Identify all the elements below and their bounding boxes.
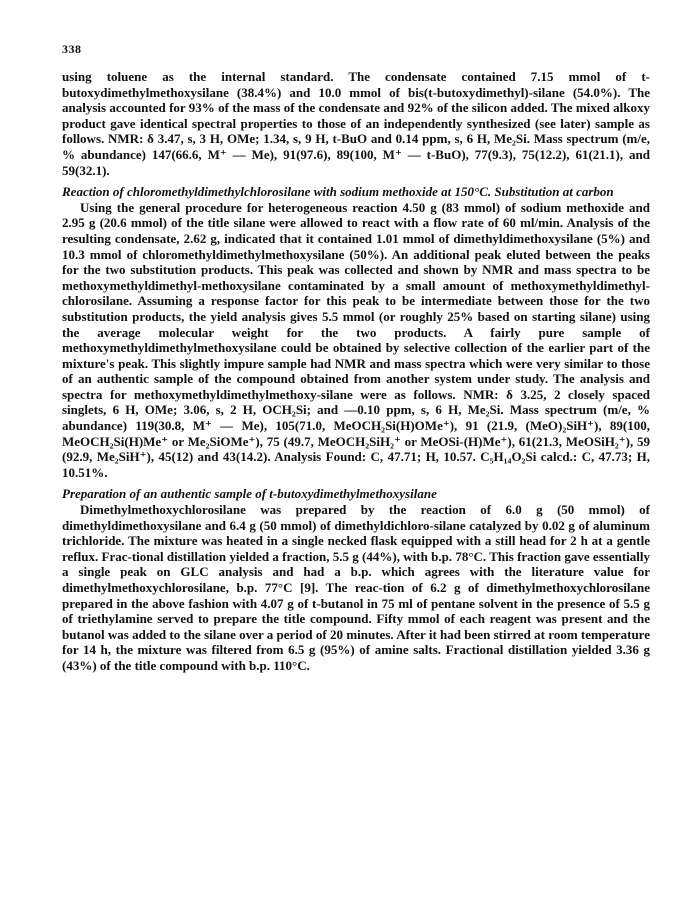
body-text: [62, 69, 650, 674]
paragraph-substitution-at-carbon: Using the general procedure for heterogeneous reaction 4.50 g (83 mmol) of sodium methoxide and 2.95 g (20.6 mmol) of the title silane were allowed to react with a flow rate of 60 ml/min. Analysis of the resulting condensate, 2.62 g, indicated that it contained 1.01 mmol of dimethyldimethoxysilane (5%) and 10.3 mmol of chloromethyldimethylmethoxysilane (50%). An additional peak eluted between the peaks for the two substitution products. This peak was collected and shown by NMR and mass spectra to be methoxymethyldimethyl-methoxysilane contaminated by a small amount of methoxymethyldimethyl-chlorosilane. Assuming a response factor for this peak to be intermediate between those for the two substitution products, the yield analysis gives 5.5 mmol (or roughly 25% based on starting silane) using the average molecular weight for the two products. A fairly pure sample of methoxymethyldimethylmethoxysilane could be obtained by selective collection of the earlier part of the mixture's peak. This slightly impure sample had NMR and mass spectra which were very similar to those of an authentic sample of the compound obtained from another system under study. The analysis and spectra for methoxymethyldimethylmethoxy-silane were as follows. NMR: δ 3.25, 2 closely spaced singlets, 6 H, OMe; 3.06, s, 2 H, OCH₂Si; and —0.10 ppm, s, 6 H, Me₂Si. Mass spectrum (m/e, % abundance) 119(30.8, M⁺ — Me), 105(71.0, MeOCH₂Si(H)OMe⁺), 91 (21.9, (MeO)₂SiH⁺), 89(100, MeOCH₂Si(H)Me⁺ or Me₂SiOMe⁺), 75 (49.7, MeOCH₂SiH₂⁺ or MeOSi-(H)Me⁺), 61(21.3, MeOSiH₂⁺), 59 (92.9, Me₂SiH⁺), 45(12) and 43(14.2). Analysis Found: C, 47.71; H, 10.57. C₅H₁₄O₂Si calcd.: C, 47.73; H, 10.51%.: [62, 199, 650, 480]
paragraph-continuation: using toluene as the internal standard. The condensate contained 7.15 mmol of t-butoxydimethylmethoxysilane (38.4%) and 10.0 mmol of bis(t-butoxydimethyl)-silane (54.0%). The analysis accounted for 93% of the mass of the condensate and 92% of the silicon added. The mixed alkoxy product gave identical spectral properties to those of an independently synthesized (see later) sample as follows. NMR: δ 3.47, s, 3 H, OMe; 1.34, s, 9 H, t-BuO and 0.14 ppm, s, 6 H, Me₂Si. Mass spectrum (m/e, % abundance) 147(66.6, M⁺ — Me), 91(97.6), 89(100, M⁺ — t-BuO), 77(9.3), 75(12.2), 61(21.1), and 59(32.1).: [62, 69, 650, 178]
section-heading-substitution-at-carbon: Reaction of chloromethyldimethylchlorosilane with sodium methoxide at 150°C. Substitution at carbon: [62, 184, 614, 200]
section-heading-authentic-sample: Preparation of an authentic sample of t-butoxydimethylmethoxysilane: [62, 486, 437, 502]
page-number: 338: [62, 42, 82, 56]
paragraph-authentic-sample: Dimethylmethoxychlorosilane was prepared by the reaction of 6.0 g (50 mmol) of dimethyldimethoxysilane and 6.4 g (50 mmol) of dimethyldichloro-silane catalyzed by 0.02 g of aluminum trichloride. The mixture was heated in a single necked flask equipped with a still head for 2 h at a gentle reflux. Frac-tional distillation yielded a fraction, 5.5 g (44%), with b.p. 78°C. This fraction gave essentially a single peak on GLC analysis and had a b.p. which agrees with the literature value for dimethylmethoxychlorosilane, b.p. 77°C [9]. The reac-tion of 6.2 g of dimethylmethoxychlorosilane prepared in the above fashion with 4.07 g of t-butanol in 75 ml of pentane solvent in the presence of 5.5 g of triethylamine served to prepare the title compound. Fifty mmol of each reagent was present and the butanol was added to the silane over a period of 20 minutes. After it had been stirred at room temperature for 14 h, the mixture was filtered from 6.5 g (95%) of amine salts. Fractional distillation yielded 3.36 g (43%) of the title compound with b.p. 110°C.: [62, 502, 650, 673]
